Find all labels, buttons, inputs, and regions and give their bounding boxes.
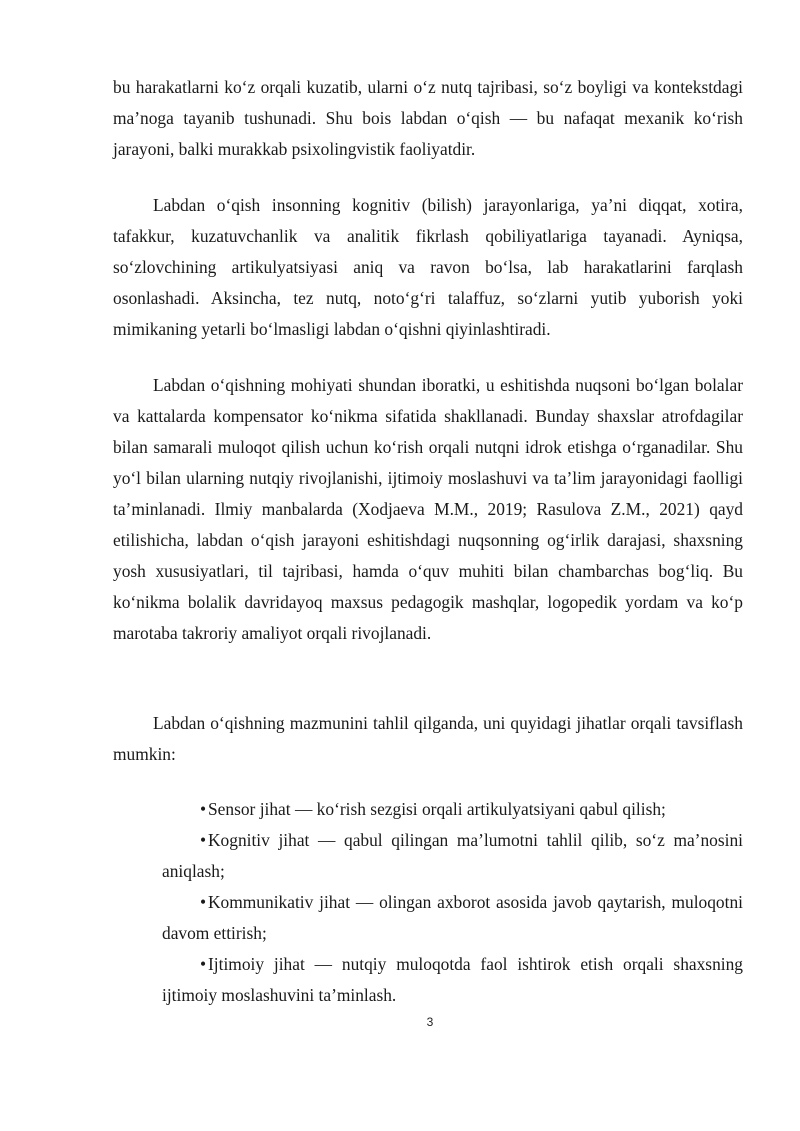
bullet-icon: • xyxy=(200,799,207,819)
list-item xyxy=(162,949,743,1011)
list-item xyxy=(162,887,743,949)
paragraph-essence: Labdan oʻqishning mohiyati shundan iboratki, u eshitishda nuqsoni boʻlgan bolalar va kattalarda kompensator koʻnikma sifatida shakllanadi. Bunday shaxslar atrofdagilar bilan samarali muloqot qilish uchun koʻrish orqali nutqni idrok etishga oʻrganadilar. Shu yoʻl bilan ularning nutqiy rivojlanishi, ijtimoiy moslashuvi va taʼlim jarayonidagi faolligi taʼminlanadi. Ilmiy manbalarda (Xodjaeva M.M., 2019; Rasulova Z.M., 2021) qayd etilishicha, labdan oʻqish jarayoni eshitishdagi nuqsonning ogʻirlik darajasi, shaxsning yosh xususiyatlari, til tajribasi, hamda oʻquv muhiti bilan chambarchas bogʻliq. Bu koʻnikma bolalik davridayoq maxsus pedagogik mashqlar, logopedik yordam va koʻp marotaba takroriy amaliyot orqali rivojlanadi. xyxy=(113,375,743,643)
aspects-list xyxy=(162,794,743,1011)
bullet-icon: • xyxy=(200,954,207,974)
page-number: 3 xyxy=(426,1015,434,1029)
list-item-text: Kognitiv jihat — qabul qilingan maʼlumotni tahlil qilib, soʻz maʼnosini aniqlash; xyxy=(162,830,743,881)
list-item-text: Ijtimoiy jihat — nutqiy muloqotda faol ishtirok etish orqali shaxsning ijtimoiy moslashuvini taʼminlash. xyxy=(162,954,743,1005)
paragraph-cognitive-processes: Labdan oʻqish insonning kognitiv (bilish) jarayonlariga, yaʼni diqqat, xotira, tafakkur, kuzatuvchanlik va analitik fikrlash qobiliyatlariga tayanadi. Ayniqsa, soʻzlovchining artikulyatsiyasi aniq va ravon boʻlsa, lab harakatlarini farqlash osonlashadi. Aksincha, tez nutq, notoʻgʻri talaffuz, soʻzlarni yutib yuborish yoki mimikaning yetarli boʻlmasligi labdan oʻqishni qiyinlashtiradi. xyxy=(113,195,743,339)
list-item-text: Sensor jihat — koʻrish sezgisi orqali artikulyatsiyani qabul qilish; xyxy=(208,799,666,819)
list-item xyxy=(162,794,743,825)
bullet-icon: • xyxy=(200,830,207,850)
paragraph-content-intro: Labdan oʻqishning mazmunini tahlil qilganda, uni quyidagi jihatlar orqali tavsiflash mumkin: xyxy=(113,713,743,764)
bullet-icon: • xyxy=(200,892,207,912)
list-item xyxy=(162,825,743,887)
list-item-text: Kommunikativ jihat — olingan axborot asosida javob qaytarish, muloqotni davom ettirish; xyxy=(162,892,743,943)
paragraph-continuation: bu harakatlarni koʻz orqali kuzatib, ularni oʻz nutq tajribasi, soʻz boyligi va kontekstdagi maʼnoga tayanib tushunadi. Shu bois labdan oʻqish — bu nafaqat mexanik koʻrish jarayoni, balki murakkab psixolingvistik faoliyatdir. xyxy=(113,77,743,159)
